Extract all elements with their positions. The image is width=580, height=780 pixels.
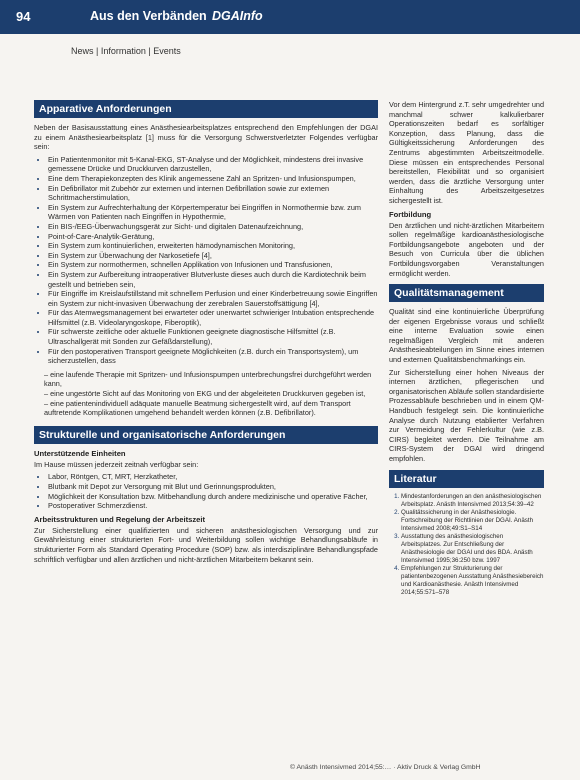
list-item: • Ein System zur normothermen, schnellen Applikation von Infusionen und Transfusionen, bbox=[48, 260, 378, 270]
sub-list-item: – eine patientenindividuell adäquate manuelle Beatmung sichergestellt wird, auf dem Transport auftretende Komplikationen umgehend behandelt werden können (z.B. Defibrillator). bbox=[44, 399, 378, 418]
subheading-fortbildung: Fortbildung bbox=[389, 209, 432, 219]
list-item: • Labor, Röntgen, CT, MRT, Herzkatheter, bbox=[48, 472, 378, 482]
sub-list-item: – eine laufende Therapie mit Spritzen- und Infusionspumpen unterbrechungsfrei durchgeführt werden kann, bbox=[44, 370, 378, 389]
apparative-list bbox=[34, 155, 378, 366]
brand-logo-text: DGAInfo bbox=[212, 9, 263, 23]
page-number: 94 bbox=[16, 9, 31, 24]
list-item: • Für das Atemwegsmanagement bei erwarteter oder unerwartet schwieriger Intubation entsprechende Hilfsmittel (z.B. Videolaryngoskope, Fiberoptik), bbox=[48, 308, 378, 327]
list-item: • Ein System zur Überwachung der Narkosetiefe [4], bbox=[48, 251, 378, 261]
list-item: • Blutbank mit Depot zur Versorgung mit Blut und Gerinnungsprodukten, bbox=[48, 482, 378, 492]
reference-list bbox=[389, 493, 544, 597]
page-header bbox=[0, 0, 580, 34]
list-item: • Ein System zur Aufbereitung intraoperativer Blutverluste dieses auch durch die Kardiotechnik beim gestellt und betrieben sein, bbox=[48, 270, 378, 289]
list-item: • Ein System zum kontinuierlichen, erweiterten hämodynamischen Monitoring, bbox=[48, 241, 378, 251]
subheading-einheiten: Unterstützende Einheiten bbox=[34, 448, 126, 458]
page-footer: © Anästh Intensivmed 2014;55:… · Aktiv Druck & Verlag GmbH bbox=[290, 764, 481, 771]
list-item: • Ein System zur Aufrechterhaltung der Körpertemperatur bei Eingriffen in Normothermie bzw. zum Wärmen von Patienten nach Eingriffen in Hypothermie, bbox=[48, 203, 378, 222]
section-title: Aus den Verbänden bbox=[90, 9, 207, 23]
subnav: News | Information | Events bbox=[71, 46, 181, 56]
reference-item: 1. Mindestanforderungen an den anästhesiologischen Arbeitsplatz. Anästh Intensivmed 2013;54:39–42 bbox=[401, 493, 544, 509]
apparative-sublist bbox=[34, 370, 378, 418]
list-item: • Für den postoperativen Transport geeignete Möglichkeiten (z.B. durch ein Transportsystem), um sicherzustellen, dass bbox=[48, 347, 378, 366]
section-heading-strukturelle: Strukturelle und organisatorische Anforderungen bbox=[34, 426, 378, 444]
reference-item: 4. Empfehlungen zur Strukturierung der patientenbezogenen Ausstattung Anästhesiebereich und Kardioanästhesie. Anästh Intensivmed 2014;55:571–578 bbox=[401, 565, 544, 597]
apparative-intro: Neben der Basisausstattung eines Anästhesiearbeitsplatzes entsprechend den Empfehlungen der DGAI zu einem Anästhesiearbeitsplatz [1] muss für die Versorgung Schwerstverletzter Folgendes verfügbar sein: bbox=[34, 123, 378, 152]
qualitaet-text-2: Zur Sicherstellung einer hohen Niveaus der internen ärztlichen, pflegerischen und organisatorischen Abläufe sollen standardisierte Prozessabläufe beschrieben und in einem QM-Handbuch festgelegt sein. Die kontinuierliche Analyse durch Nutzung etablierter Verfahren zur Vermeidung der Fehlerkultur (wie z.B. CIRS) begleitet werden. Die Teilnahme am CIRS-System der DGAI wird dringend empfohlen. bbox=[389, 367, 544, 463]
list-item: • Für Eingriffe im Kreislaufstillstand mit schnellem Perfusion und einer Kinderbetreuung sowie Eingriffen ein System zur nicht-invasiven Überwachung der zerebralen Sauerstoffsättigung [4], bbox=[48, 289, 378, 308]
section-heading-qualitaet: Qualitätsmanagement bbox=[389, 284, 544, 302]
left-column bbox=[34, 100, 378, 567]
list-item: • Ein Defibrillator mit Zubehör zur externen und internen Defibrillation sowie zur externen Schrittmacherstimulation, bbox=[48, 184, 378, 203]
list-item: • Ein BIS-/EEG-Überwachungsgerät zur Sicht- und digitalen Datenaufzeichnung, bbox=[48, 222, 378, 232]
right-top-text: Vor dem Hintergrund z.T. sehr umgedrehter und manchmal schwer kalkulierbarer Operationszeiten bedarf es sorfältiger Konzeption, dass Planung, dass die Gültigkeitssicherung Anforderungen des Zentrums abgestimmten Arbeitszeitmodelle. Diese müssen ein entsprechendes Personal bereitstellen, Flexibilität und so organisiert werden, dass die ärztliche Versorgung unter Einhaltung des Arbeitszeitgesetzes sichergestellt ist. bbox=[389, 100, 544, 205]
arbeitsstrukturen-text: Zur Sicherstellung einer qualifizierten und sicheren anästhesiologischen Versorgung und zur Gewährleistung einer strukturierten Fort- und Weiterbildung sollen wichtige Behandlungsabläufe in strukturierter Form als Standard Operating Procedure (SOP) bzw. als interdisziplinäre Behandlungspfade schriftlich verfügbar und allen ärztlichen und nicht-ärztlichen Mitarbeitern bekannt sein. bbox=[34, 525, 378, 564]
right-column bbox=[389, 100, 544, 601]
qualitaet-text-1: Qualität sind eine kontinuierliche Überprüfung der eigenen Ergebnisse voraus und schließt eine interne Evaluation sowie einen regelmäßigen Vergleich mit anderen Anästhesieabteilungen im Sinne eines internen und externen Qualitätsbenchmarkings ein. bbox=[389, 307, 544, 365]
einheiten-list bbox=[34, 472, 378, 510]
reference-item: 2. Qualitätssicherung in der Anästhesiologie. Fortschreibung der Richtlinien der DGAI. Anästh Intensivmed 2008;49:S1–S14 bbox=[401, 509, 544, 533]
section-heading-literatur: Literatur bbox=[389, 470, 544, 488]
section-heading-apparative: Apparative Anforderungen bbox=[34, 100, 378, 118]
list-item: • Eine dem Therapiekonzepten des Klinik angemessene Zahl an Spritzen- und Infusionspumpen, bbox=[48, 174, 378, 184]
list-item: • Ein Patientenmonitor mit 5-Kanal-EKG, ST-Analyse und der Möglichkeit, mindestens drei invasive gemessene Drücke und Druckkurven darzustellen, bbox=[48, 155, 378, 174]
sub-list-item: – eine ungestörte Sicht auf das Monitoring von EKG und der abgeleiteten Druckkurven gegeben ist, bbox=[44, 389, 378, 399]
reference-item: 3. Ausstattung des anästhesiologischen Arbeitsplatzes. Zur Entschließung der Anästhesiologie der DGAI und des BDA. Anästh Intensivmed 1995;36:250 bzw. 1997 bbox=[401, 533, 544, 565]
einheiten-intro: Im Hause müssen jederzeit zeitnah verfügbar sein: bbox=[34, 459, 199, 469]
list-item: • Für schwerste zeitliche oder aktuelle Funktionen geeignete diagnostische Hilfsmittel (z.B. Ultraschallgerät mit Sonden zur Gefäßdarstellung), bbox=[48, 327, 378, 346]
fortbildung-text: Den ärztlichen und nicht-ärztlichen Mitarbeitern sollen regelmäßige kardioanästhesiologische Fortbildungsangebote angeboten und der Besuch von Curricula über die üblichen Fortbildungsvorgaben Veranstaltungen ermöglicht werden. bbox=[389, 220, 544, 278]
list-item: • Point-of-Care-Analytik-Gerätung, bbox=[48, 232, 378, 242]
list-item: • Postoperativer Schmerzdienst. bbox=[48, 501, 378, 511]
subheading-arbeitsstrukturen: Arbeitsstrukturen und Regelung der Arbeitszeit bbox=[34, 514, 206, 524]
list-item: • Möglichkeit der Konsultation bzw. Mitbehandlung durch andere medizinische und operative Fächer, bbox=[48, 492, 378, 502]
